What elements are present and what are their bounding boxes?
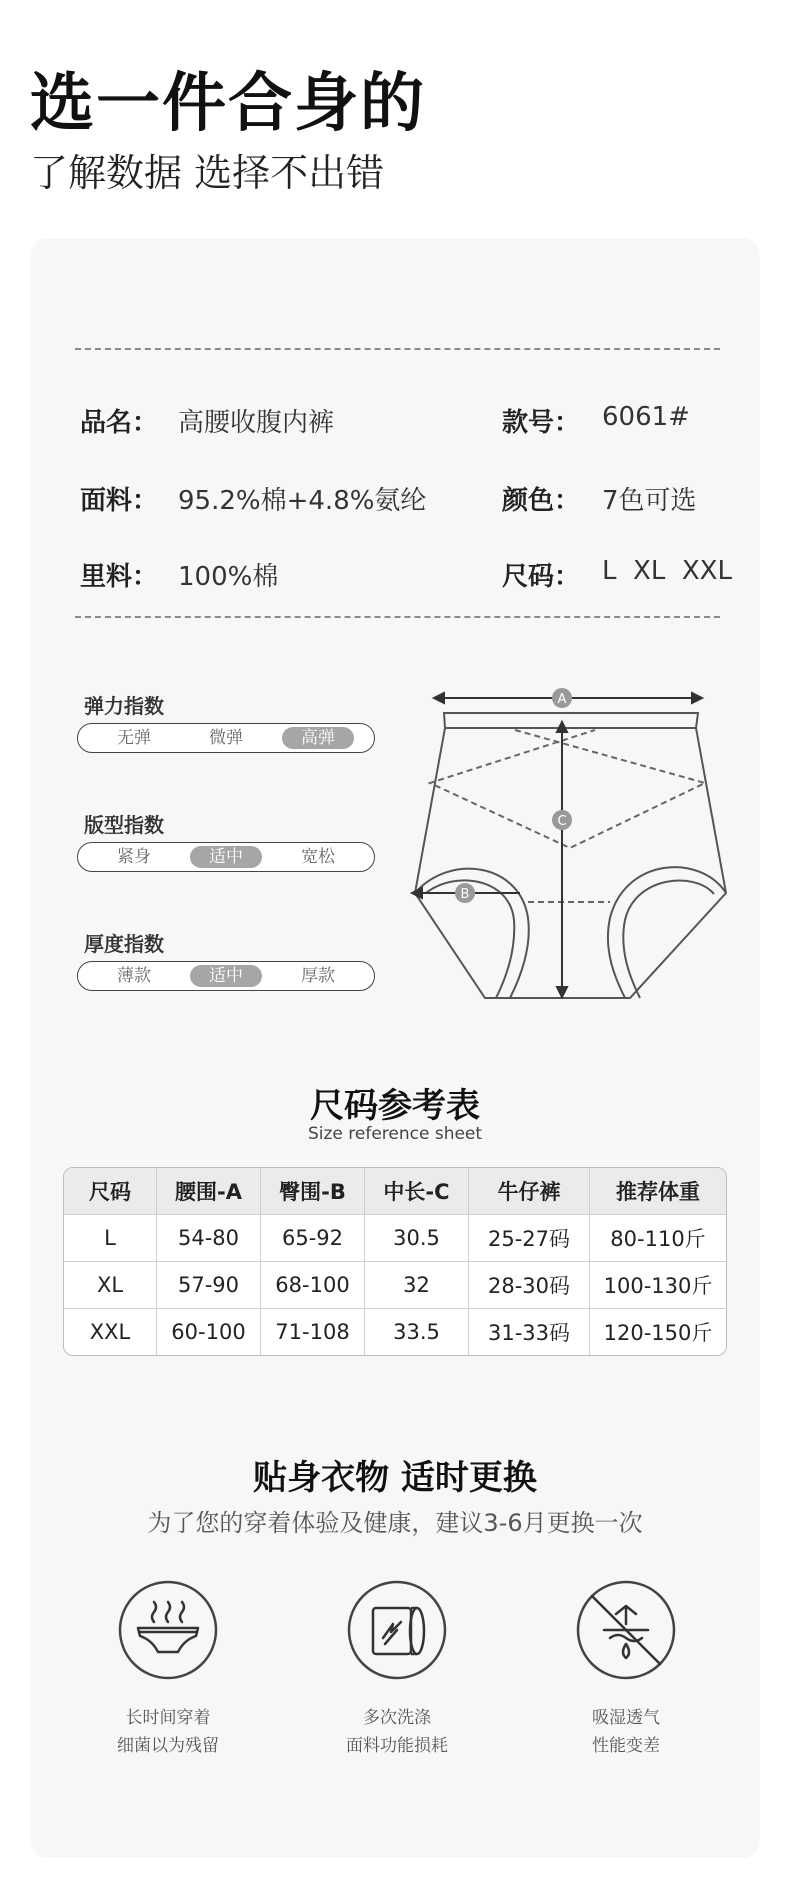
no-moisture-icon: [576, 1580, 676, 1680]
svg-text:C: C: [557, 814, 567, 829]
table-cell: 33.5: [365, 1309, 469, 1355]
care-caption-line: 多次洗涤: [363, 1708, 431, 1728]
fabric-roll-icon: [347, 1580, 447, 1680]
care-subtitle: 为了您的穿着体验及健康，建议3-6月更换一次: [147, 1509, 643, 1537]
table-cell: 100-130斤: [590, 1262, 726, 1309]
table-cell: 28-30码: [469, 1262, 590, 1309]
briefs-heat-icon: [118, 1580, 218, 1680]
page-subtitle: 了解数据 选择不出错: [30, 151, 385, 195]
table-cell: 65-92: [261, 1215, 365, 1262]
table-header-row: [64, 1168, 726, 1215]
table-header-cell: 中长-C: [365, 1168, 469, 1215]
index-option: 微弹: [209, 728, 243, 748]
briefs-measurement-diagram: [410, 688, 740, 1008]
table-cell: L: [64, 1215, 157, 1262]
spec-value-color: 7色可选: [602, 486, 697, 516]
table-cell: 32: [365, 1262, 469, 1309]
table-cell: 120-150斤: [603, 1321, 713, 1345]
page-title: 选一件合身的: [30, 67, 426, 141]
spec-key-lining: 里料：: [80, 562, 159, 592]
divider-top: [75, 348, 720, 350]
divider-bottom: [75, 616, 720, 618]
index-scale-fit: [77, 842, 375, 872]
table-cell: 31-33码: [469, 1309, 590, 1355]
table-cell: XL: [64, 1262, 157, 1309]
spec-key-style-no: 款号：: [502, 408, 581, 438]
table-header-cell: 尺码: [64, 1168, 157, 1215]
marker-a: [552, 688, 572, 708]
care-caption-3: [526, 1704, 726, 1760]
care-caption-1: [68, 1704, 268, 1760]
table-cell: 57-90: [157, 1262, 261, 1309]
spec-key-fabric: 面料：: [80, 486, 159, 516]
size-table-title: 尺码参考表: [310, 1086, 480, 1126]
table-row: [64, 1309, 726, 1355]
care-caption-line: 性能变差: [592, 1736, 660, 1756]
table-cell: XXL: [64, 1309, 157, 1355]
marker-b: [455, 883, 475, 903]
care-caption-2: [297, 1704, 497, 1760]
table-cell: 71-108: [261, 1309, 365, 1355]
spec-key-color: 颜色：: [502, 486, 581, 516]
spec-key-name: 品名：: [80, 408, 159, 438]
table-header-cell: 牛仔裤: [469, 1168, 590, 1215]
index-option: 宽松: [301, 847, 335, 867]
table-cell: 60-100: [157, 1309, 261, 1355]
care-caption-line: 面料功能损耗: [346, 1736, 448, 1756]
table-header-cell: 腰围-A: [157, 1168, 261, 1215]
size-table-subtitle: Size reference sheet: [307, 1124, 483, 1144]
index-option-selected: 适中: [190, 846, 262, 868]
spec-value-size: L XL XXL: [602, 556, 732, 586]
index-option: 紧身: [117, 847, 151, 867]
spec-key-size: 尺码：: [502, 562, 581, 592]
table-row: [64, 1215, 726, 1262]
index-option: 无弹: [117, 728, 151, 748]
table-header-cell: 臀围-B: [261, 1168, 365, 1215]
care-caption-line: 长时间穿着: [125, 1708, 211, 1728]
care-caption-line: 吸湿透气: [592, 1708, 660, 1728]
svg-text:B: B: [460, 887, 470, 902]
index-option-selected: 适中: [190, 965, 262, 987]
index-option-selected: 高弹: [282, 727, 354, 749]
table-cell: 80-110斤: [590, 1215, 726, 1262]
index-title-elasticity: 弹力指数: [84, 694, 164, 718]
table-cell: 30.5: [365, 1215, 469, 1262]
size-table: [63, 1167, 727, 1356]
table-cell: 54-80: [157, 1215, 261, 1262]
table-cell: 25-27码: [469, 1215, 590, 1262]
index-option: 薄款: [117, 966, 151, 986]
spec-value-fabric: 95.2%棉+4.8%氨纶: [178, 486, 427, 516]
spec-value-style-no: 6061#: [602, 402, 690, 432]
spec-value-lining: 100%棉: [178, 562, 279, 592]
table-row: [64, 1262, 726, 1309]
care-title: 贴身衣物 适时更换: [253, 1458, 537, 1498]
spec-value-name: 高腰收腹内裤: [178, 408, 335, 438]
index-title-fit: 版型指数: [84, 813, 164, 837]
index-title-thickness: 厚度指数: [84, 932, 164, 956]
svg-text:A: A: [557, 692, 567, 707]
index-scale-elasticity: [77, 723, 375, 753]
index-option: 厚款: [301, 966, 335, 986]
index-scale-thickness: [77, 961, 375, 991]
table-header-cell: 推荐体重: [590, 1168, 726, 1215]
care-caption-line: 细菌以为残留: [117, 1736, 219, 1756]
table-cell: 68-100: [261, 1262, 365, 1309]
marker-c: [552, 810, 572, 830]
